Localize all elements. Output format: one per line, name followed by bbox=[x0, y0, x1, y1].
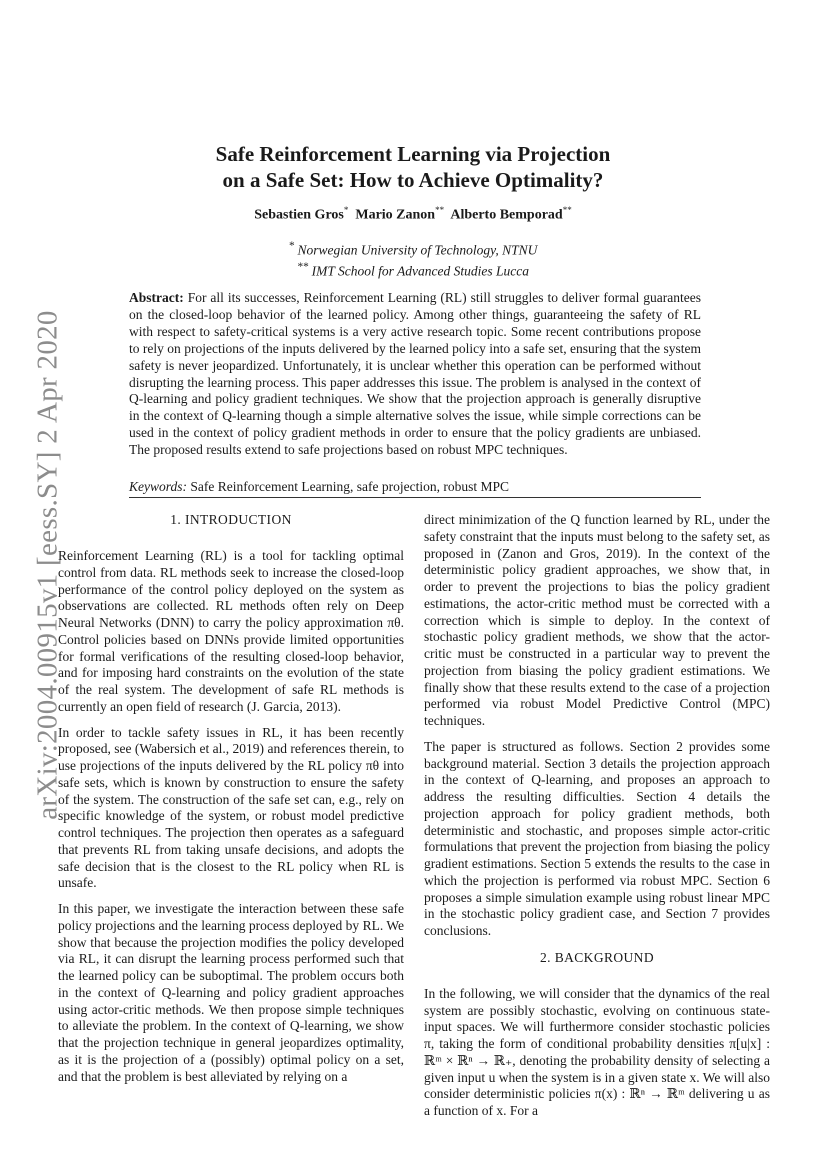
keywords-block bbox=[129, 478, 701, 495]
background-paragraph: In the following, we will consider that the dynamics of the real system are possibly stochastic, evolving on continuous state-input spaces. We will furthermore consider stochastic policies π, taking the form of conditional probability densities π[u|x] : ℝᵐ × ℝⁿ → ℝ₊, denoting the probability density of selecting a given input u when the system is in a given state x. We will also consider deterministic policies π(x) : ℝⁿ → ℝᵐ delivering u as a function of x. For a bbox=[424, 985, 770, 1118]
author-affil-mark: ** bbox=[435, 205, 445, 215]
right-column bbox=[424, 512, 770, 1120]
author-name: Alberto Bemporad bbox=[450, 207, 563, 223]
intro-continued-paragraph: direct minimization of the Q function learned by RL, under the safety constraint that the inputs must belong to the safety set, as proposed in (Zanon and Gros, 2019). In the context of the deterministic policy gradient approaches, we show that, in order to prevent the projections to bias the policy gradient estimations, the actor-critic method must be corrected with a correction which is simple to deploy. In the context of stochastic policy gradient methods, we show that the actor-critic must be constructed in a particular way to prevent the projection from biasing the policy gradient estimations. We finally show that these results extend to the case of a projection performed via robust Model Predictive Control (MPC) techniques. bbox=[424, 512, 770, 728]
author-affil-mark: ** bbox=[562, 205, 572, 215]
affiliation-text: Norwegian University of Technology, NTNU bbox=[297, 242, 538, 258]
author-list bbox=[0, 205, 826, 224]
abstract-label: Abstract: bbox=[129, 290, 184, 305]
keywords-label: Keywords: bbox=[129, 479, 187, 494]
affiliation-line bbox=[0, 238, 826, 259]
left-column bbox=[58, 512, 404, 1085]
paper-structure-paragraph: The paper is structured as follows. Section 2 provides some background material. Section 3 details the projection approach in the context of Q-learning, and proposes an approach to address the resulting difficulties. Section 4 details the projection approach for policy gradient methods, both deterministic and stochastic, and proposes simple actor-critic formulations that prevent the projection from biasing the policy gradient estimations. Section 5 extends the results to the case in which the projection is performed via robust MPC. Section 6 proposes a simple simulation example using robust linear MPC in the stochastic policy gradient case, and Section 7 provides conclusions. bbox=[424, 738, 770, 938]
author-name: Mario Zanon bbox=[355, 207, 436, 223]
title-line-1: Safe Reinforcement Learning via Projection bbox=[215, 142, 611, 166]
affiliations bbox=[0, 238, 826, 279]
intro-paragraph: In order to tackle safety issues in RL, it has been recently proposed, see (Wabersich et al., 2019) and references therein, to use projections of the inputs delivered by the RL policy πθ into safe sets, which is known by construction to ensure the safety of the system. The construction of the safe set can, e.g., rely on specific knowledge of the system, or robust model predictive control techniques. The projection then operates as a safeguard that prevents RL from taking unsafe decisions, and adopts the safe decision that is the closest to the RL policy when RL is unsafe. bbox=[58, 724, 404, 891]
keywords-divider bbox=[129, 497, 701, 498]
paper-title bbox=[0, 141, 826, 193]
affiliation-line bbox=[0, 259, 826, 280]
author-name: Sebastien Gros bbox=[254, 207, 344, 223]
affil-mark: ** bbox=[297, 260, 309, 273]
background-heading: 2. BACKGROUND bbox=[540, 949, 654, 965]
affiliation-text: IMT School for Advanced Studies Lucca bbox=[311, 263, 529, 278]
arxiv-identifier-stamp: arXiv:2004.00915v1 [eess.SY] 2 Apr 2020 bbox=[31, 310, 64, 820]
intro-paragraph: In this paper, we investigate the interaction between these safe policy projections and the learning process deployed by RL. We show that because the projection modifies the policy developed via RL, it can disrupt the learning process performed such that the learned policy can be suboptimal. The problem occurs both in the context of Q-learning and policy gradient approaches using actor-critic methods. We then propose simple techniques to alleviate the problem. In the context of Q-learning, we show that the projection technique in general jeopardizes optimality, as it is the projection of a (possibly) optimal policy on a set, and that the problem is best alleviated by relying on a bbox=[58, 901, 404, 1084]
abstract-block bbox=[129, 290, 701, 459]
intro-paragraph: Reinforcement Learning (RL) is a tool for tackling optimal control from data. RL methods seek to increase the closed-loop performance of the control policy deployed on the system as observations are collected. RL methods often rely on Deep Neural Networks (DNN) to carry the policy approximation πθ. Control policies based on DNNs provide limited opportunities for formal verifications of the resulting closed-loop behavior, and for imposing hard constraints on the evolution of the state of the real system. The development of safe RL methods is currently an open field of research (J. Garcia, 2013). bbox=[58, 548, 404, 714]
title-line-2: on a Safe Set: How to Achieve Optimality? bbox=[222, 168, 604, 192]
abstract-text: For all its successes, Reinforcement Learning (RL) still struggles to deliver formal guarantees on the closed-loop behavior of the learned policy. Among other things, guaranteeing the safety of RL with respect to safety-critical systems is a very active research topic. Some recent contributions propose to rely on projections of the inputs delivered by the learned policy into a safe set, ensuring that the system safety is never jeopardized. Unfortunately, it is unclear whether this operation can be performed without disrupting the learning process. This paper addresses this issue. The problem is analysed in the context of Q-learning and policy gradient techniques. We show that the projection approach is generally disruptive in the context of Q-learning though a simple alternative solves the issue, while simple corrections can be used in the context of policy gradient methods in order to ensure that the policy gradients are unbiased. The proposed results extend to safe projections based on robust MPC techniques. bbox=[129, 290, 702, 458]
introduction-heading: 1. INTRODUCTION bbox=[170, 512, 292, 527]
keywords-text: Safe Reinforcement Learning, safe projection, robust MPC bbox=[190, 479, 510, 494]
affil-mark: * bbox=[288, 240, 295, 252]
author-affil-mark: * bbox=[343, 205, 349, 215]
